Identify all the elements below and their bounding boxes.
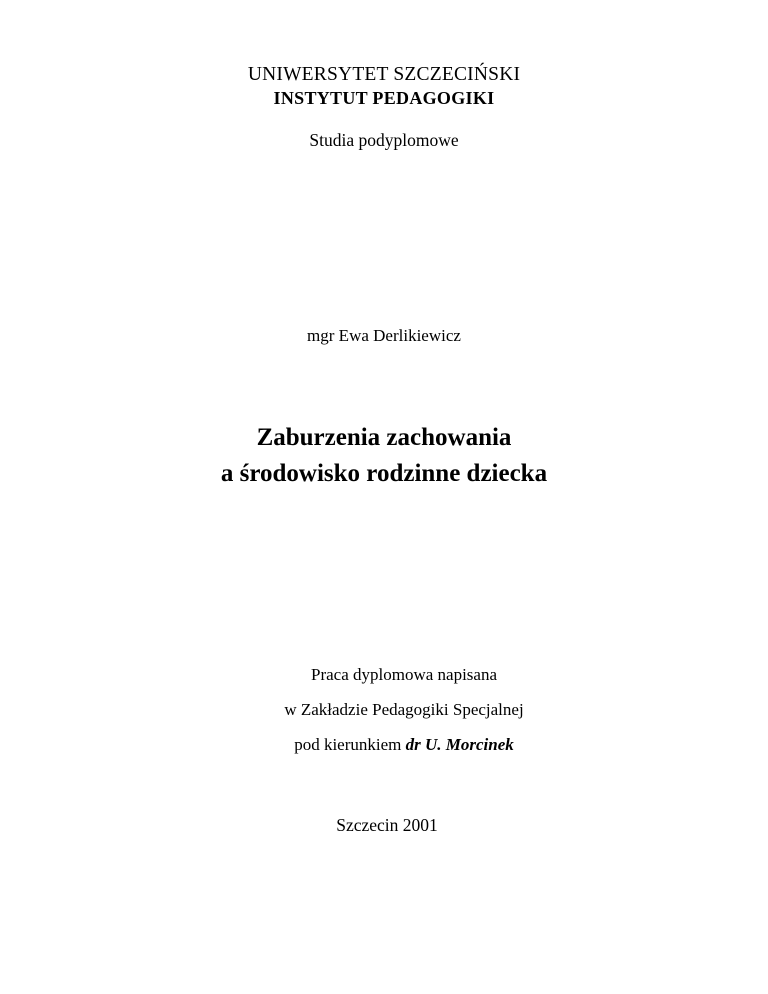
supervision-line-3: [0, 728, 768, 763]
supervision-block: [0, 658, 768, 763]
thesis-title-line-2: a środowisko rodzinne dziecka: [220, 460, 548, 488]
supervision-line-1: Praca dyplomowa napisana: [311, 665, 497, 684]
university-name: UNIWERSYTET SZCZECIŃSKI: [247, 64, 521, 85]
supervision-line-2: w Zakładzie Pedagogiki Specjalnej: [284, 699, 524, 719]
supervision-prefix: pod kierunkiem: [294, 734, 406, 754]
supervisor-name: dr U. Morcinek: [405, 734, 514, 754]
thesis-title-line-1: Zaburzenia zachowania: [256, 424, 512, 451]
institute-name: INSTYTUT PEDAGOGIKI: [273, 88, 495, 108]
program-name: Studia podyplomowe: [309, 130, 459, 150]
thesis-title: [0, 420, 768, 493]
place-and-year: Szczecin 2001: [336, 815, 438, 835]
author-name: mgr Ewa Derlikiewicz: [307, 326, 461, 345]
